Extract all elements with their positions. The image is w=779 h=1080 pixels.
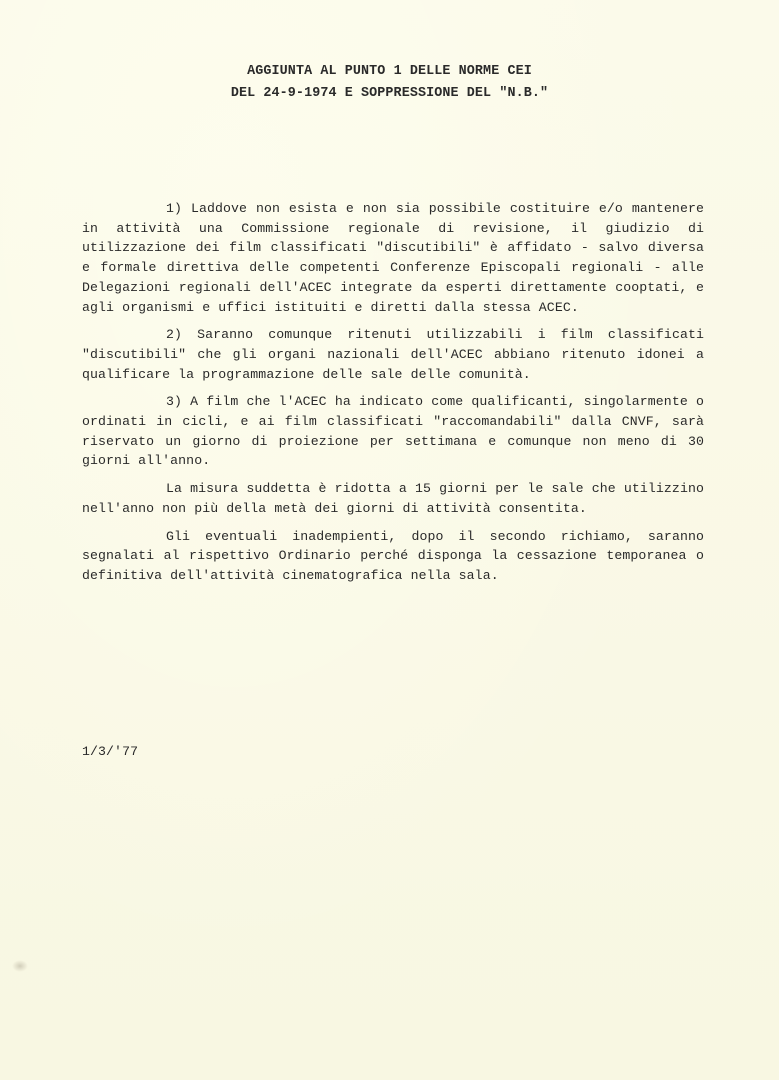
- document-body: [82, 199, 704, 594]
- paragraph-4: La misura suddetta è ridotta a 15 giorni per le sale che utilizzino nell'anno non più della metà dei giorni di attività consentita.: [82, 481, 704, 516]
- document-title-line-2: DEL 24-9-1974 E SOPPRESSIONE DEL "N.B.": [230, 86, 549, 101]
- paragraph-3: 3) A film che l'ACEC ha indicato come qualificanti, singolarmente o ordinati in cicli, e ai film classificati "raccomandabili" dalla CNVF, sarà riservato un giorno di proiezione per settimana e comunque non meno di 30 giorni all'anno.: [82, 394, 704, 469]
- paragraph-1: 1) Laddove non esista e non sia possibile costituire e/o mantenere in attività una Commissione regionale di revisione, il giudizio di utilizzazione dei film classificati "discutibili" è affidato - salvo diversa e formale direttiva delle competenti Conferenze Episcopali regionali - alle Delegazioni regionali dell'ACEC integrate da esperti direttamente cooptati, e agli organismi e uffici istituiti e diretti dalla stessa ACEC.: [82, 201, 704, 315]
- paper-smudge: [12, 960, 28, 972]
- paragraph-5: Gli eventuali inadempienti, dopo il secondo richiamo, saranno segnalati al rispettivo Ordinario perché disponga la cessazione temporanea o definitiva dell'attività cinematografica nella sala.: [82, 528, 704, 583]
- paragraph-2: 2) Saranno comunque ritenuti utilizzabili i film classificati "discutibili" che gli organi nazionali dell'ACEC abbiano ritenuto idonei a qualificare la programmazione delle sale delle comunità.: [82, 327, 704, 382]
- document-title-line-1: AGGIUNTA AL PUNTO 1 DELLE NORME CEI: [247, 64, 532, 79]
- document-date: 1/3/'77: [82, 744, 139, 759]
